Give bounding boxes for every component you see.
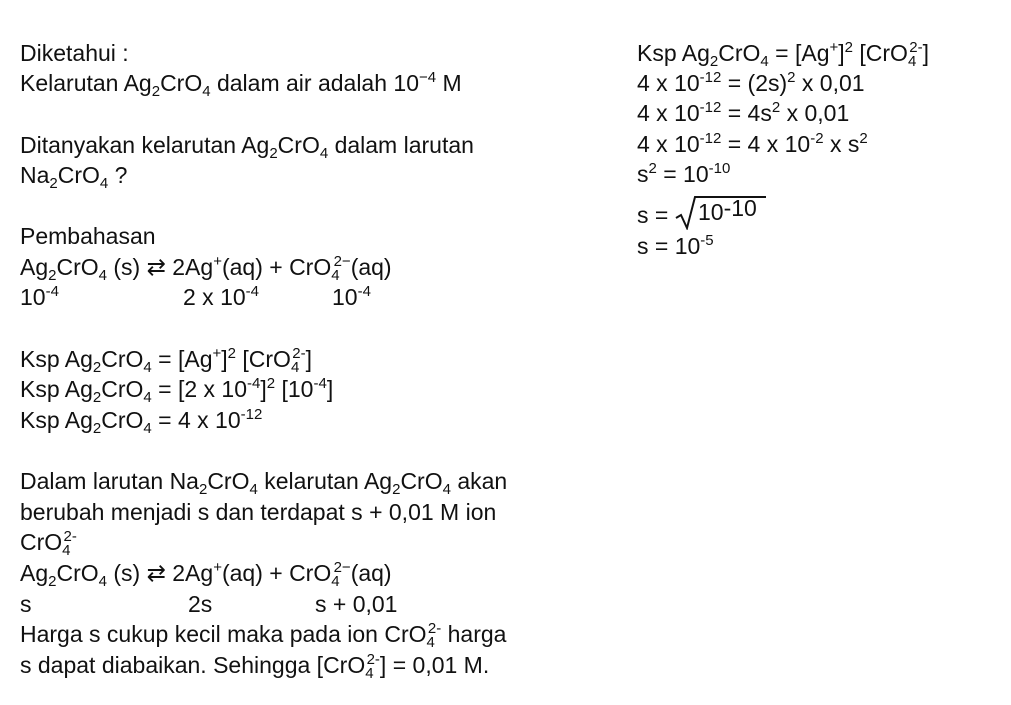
reaction-equation-2: $Ag_2CrO_4$ (s) ⇄ 2Ag+(aq) + CrO$_4^{2-}$(aq) [20, 559, 392, 590]
right-step-5: s = [637, 202, 669, 228]
concentration-row-1: $10^{-4}$ 2 x $10^{-4}$ $10^{-4}$ [20, 283, 371, 310]
given-line: Kelarutan $Ag_2CrO_4$ dalam air adalah $10^{-4}$ M [20, 69, 462, 100]
right-step-1: 4 x $10^{-12} = (2s)^2$ x 0,01 [637, 69, 865, 96]
reaction-equation-1: $Ag_2CrO_4$ (s) ⇄ 2Ag+(aq) + CrO$_4^{2-}$(aq) [20, 253, 392, 284]
ksp-expression: Ksp $Ag_2CrO_4 = [Ag^+]^2$ [CrO$_4^{2-}$] [20, 345, 313, 376]
right-step-2: 4 x $10^{-12} = 4s^2$ x 0,01 [637, 99, 850, 126]
paragraph-2-line-1: Harga s cukup kecil maka pada ion CrO$_4^{2-}$ harga [20, 620, 507, 651]
paragraph-1-line-1: Dalam larutan $Na_2CrO_4$ kelarutan $Ag_2CrO_4$ akan [20, 468, 508, 498]
given-header: Diketahui : [20, 40, 129, 66]
ksp-result: Ksp $Ag_2CrO_4 = 4$ x $10^{-12}$ [20, 406, 263, 437]
paragraph-1-line-2: berubah menjadi s dan terdapat s + 0,01 M ion [20, 499, 497, 525]
question-line-1: Ditanyakan kelarutan $Ag_2CrO_4$ dalam larutan [20, 132, 474, 162]
radicand: $10^{-10}$ [698, 195, 757, 225]
concentration-row-2: s 2s s + 0,01 [20, 591, 398, 617]
question-line-2: $Na_2CrO_4$ ? [20, 162, 128, 192]
paragraph-1-line-3: CrO$_4^{2-}$ [20, 528, 77, 559]
ksp-substitution: Ksp $Ag_2CrO_4 = [2$ x $10^{-4}]^2$ $[10^{-4}]$ [20, 375, 334, 406]
right-step-3: 4 x $10^{-12} = 4$ x $10^{-2}$ x $s^2$ [637, 130, 868, 157]
right-step-4: $s^2 = 10^{-10}$ [637, 160, 731, 187]
discussion-header: Pembahasan [20, 223, 156, 249]
right-ksp-expression: Ksp $Ag_2CrO_4 = [Ag^+]^2$ [CrO$_4^{2-}$] [637, 39, 930, 70]
right-step-6: $s = 10^{-5}$ [637, 232, 714, 259]
paragraph-2-line-2: s dapat diabaikan. Sehingga [CrO$_4^{2-}$] = 0,01 M. [20, 651, 490, 682]
